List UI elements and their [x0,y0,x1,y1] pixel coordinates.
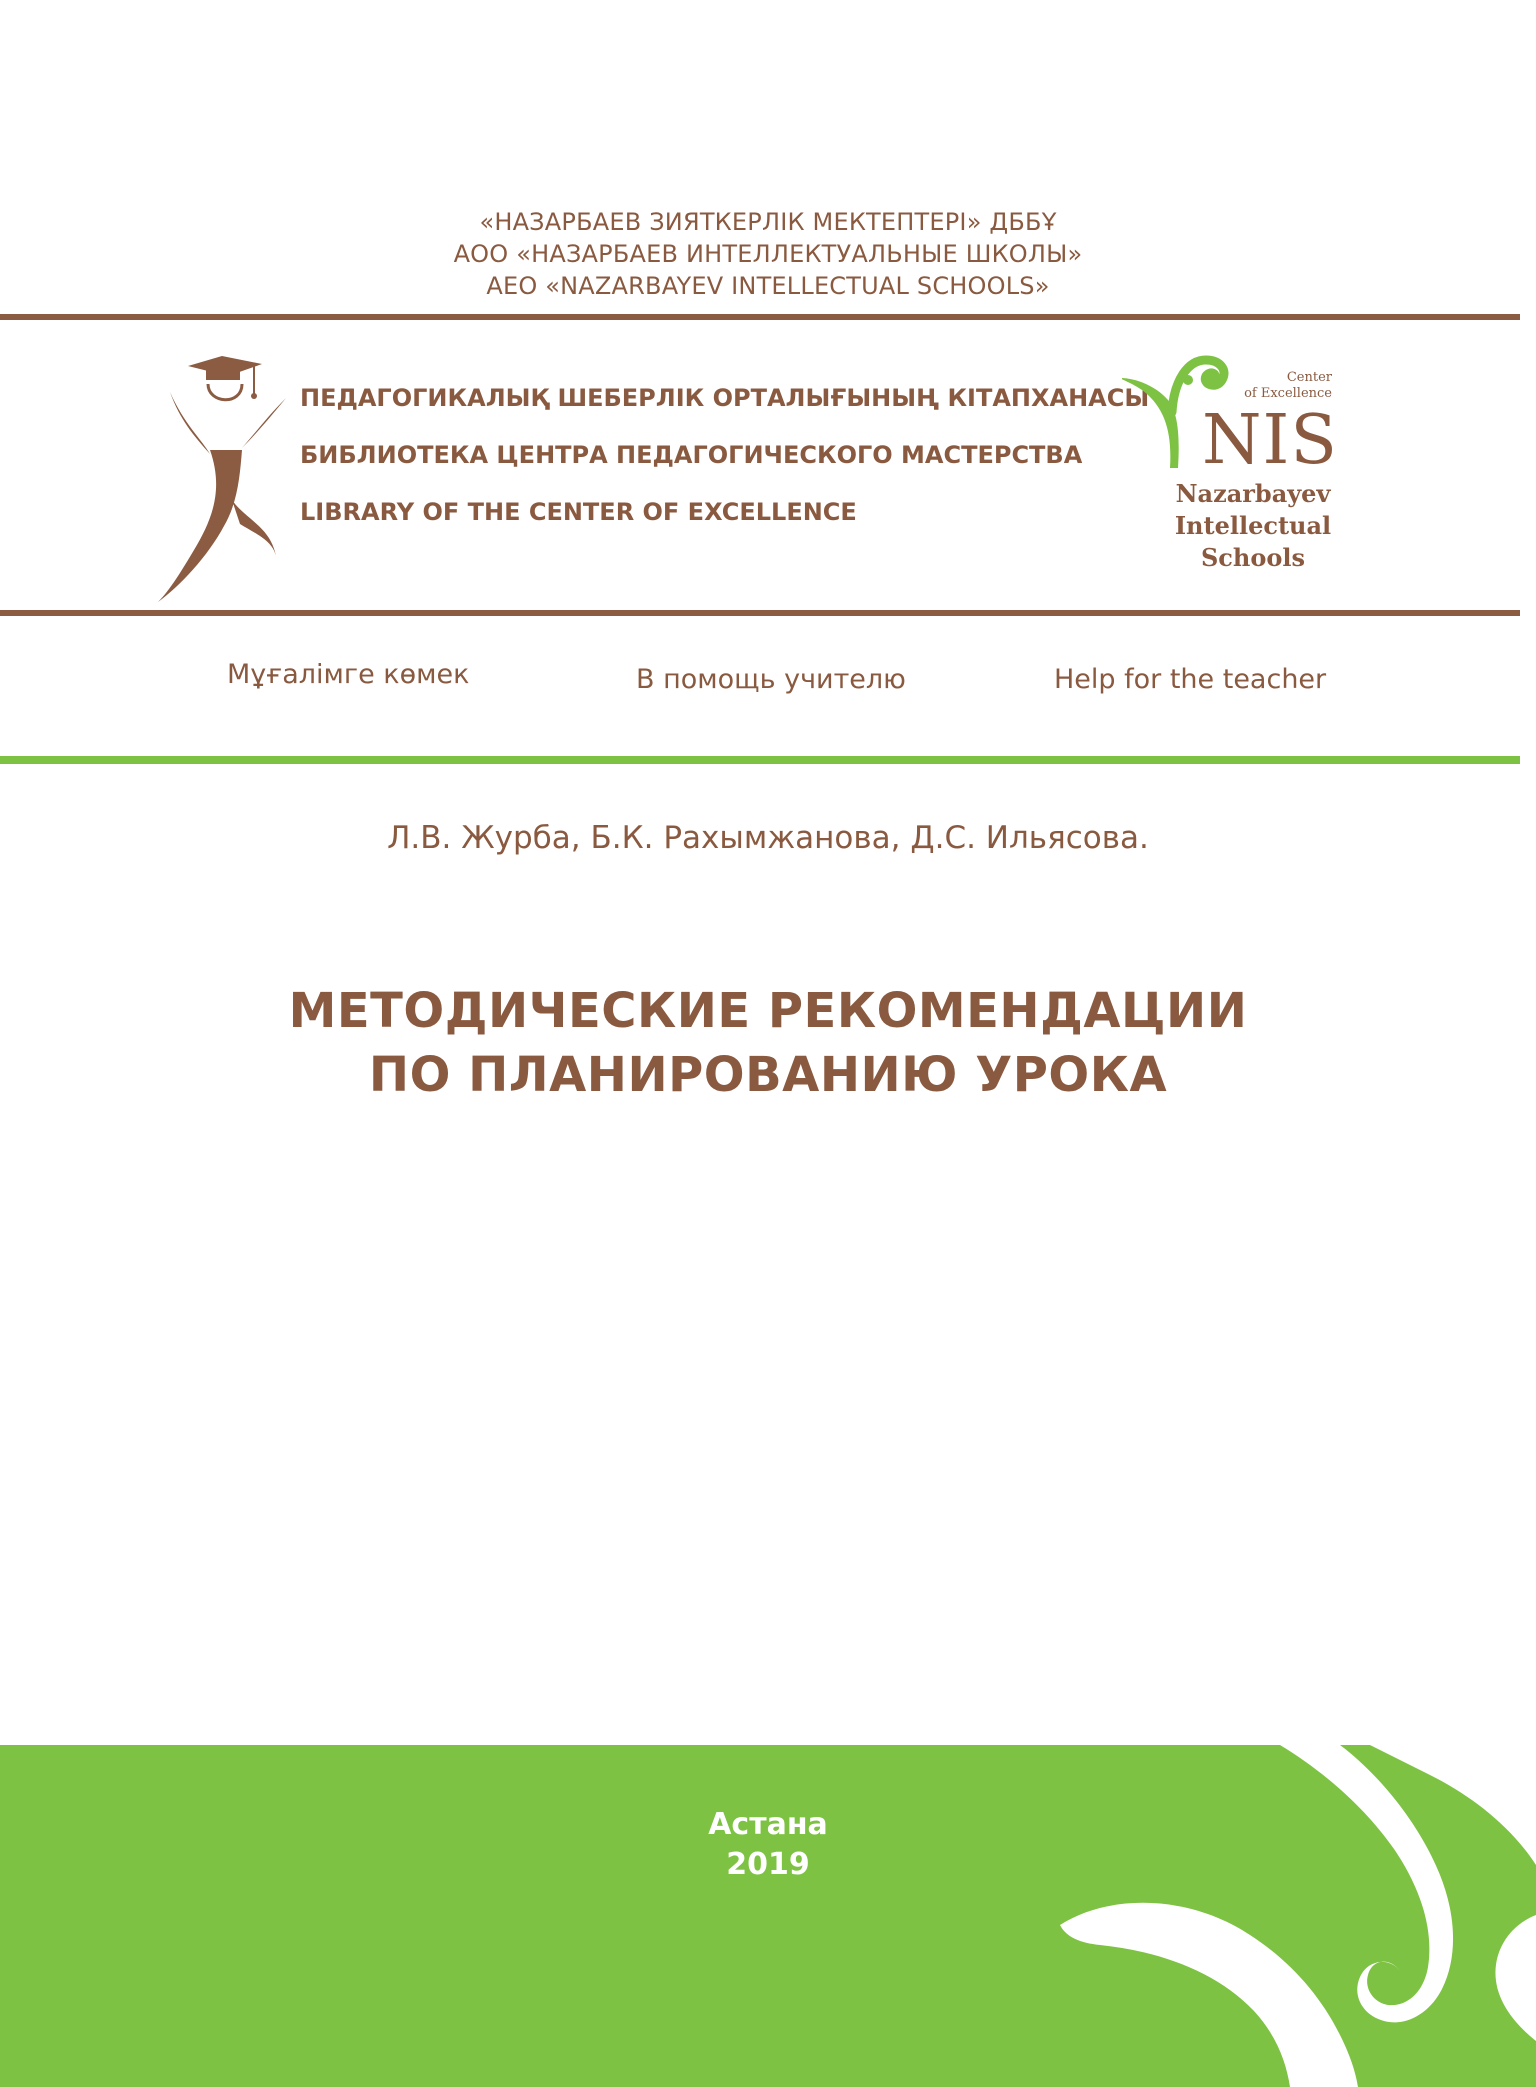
nis-excellence-text: of Excellence [1244,386,1332,401]
org-name-en: АЕО «NAZARBAYEV INTELLECTUAL SCHOOLS» [486,272,1050,300]
series-label-kz: Мұғалімге көмек [227,659,470,690]
library-name-ru: БИБЛИОТЕКА ЦЕНТРА ПЕДАГОГИЧЕСКОГО МАСТЕРСТВА [300,441,1083,469]
nis-name-3: Schools [1200,543,1306,572]
green-divider [0,756,1520,764]
org-name-ru: АОО «НАЗАРБАЕВ ИНТЕЛЛЕКТУАЛЬНЫЕ ШКОЛЫ» [453,240,1083,268]
nis-logo [1120,350,1340,580]
top-divider [0,314,1520,320]
library-name-en: LIBRARY OF THE CENTER OF EXCELLENCE [300,498,857,526]
year: 2019 [726,1847,810,1882]
footer-band [0,1745,1536,2087]
middle-divider [0,610,1520,616]
nis-name-1: Nazarbayev [1175,479,1331,508]
series-label-en: Help for the teacher [1054,664,1327,695]
city: Астана [708,1807,828,1842]
nis-center-text: Center [1286,370,1332,385]
kazakh-ornament-swirl [1040,1745,1536,2087]
graduate-figure-icon [150,350,290,602]
title-line-1: МЕТОДИЧЕСКИЕ РЕКОМЕНДАЦИИ [288,983,1248,1039]
nis-name-2: Intellectual [1174,511,1332,540]
series-label-ru: В помощь учителю [636,664,906,695]
title-line-2: ПО ПЛАНИРОВАНИЮ УРОКА [368,1047,1168,1103]
nis-abbreviation: NIS [1202,401,1338,480]
library-name-kz: ПЕДАГОГИКАЛЫҚ ШЕБЕРЛІК ОРТАЛЫҒЫНЫҢ КІТАПХАНАСЫ [300,384,1150,412]
authors: Л.В. Журба, Б.К. Рахымжанова, Д.С. Ильясова. [387,820,1149,856]
org-name-kz: «НАЗАРБАЕВ ЗИЯТКЕРЛІК МЕКТЕПТЕРІ» ДББҰ [479,208,1057,236]
